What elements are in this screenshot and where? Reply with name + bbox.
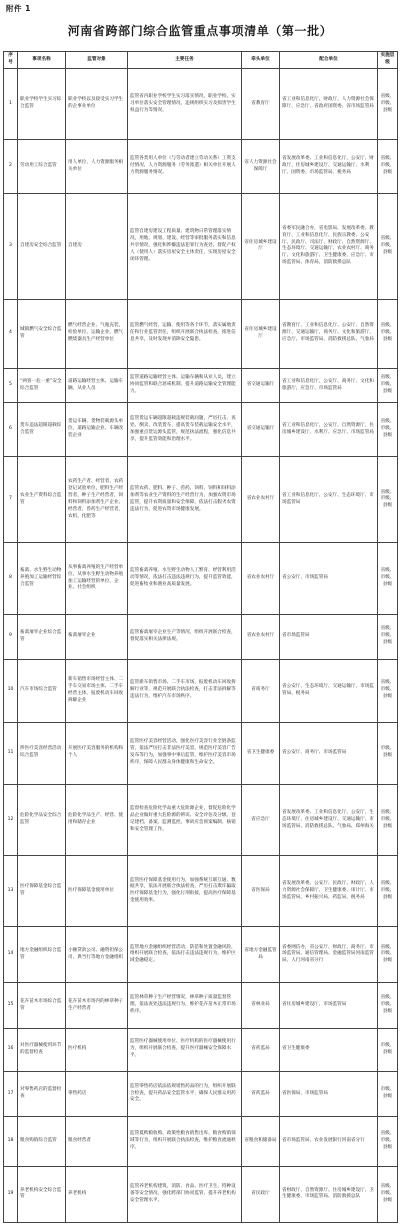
cell-target: 医疗机构 [66,1028,128,1071]
cell-partners: 省财政厅、自然资源厅、住房城乡建设厅、卫生健康委、市场监管局、消防救援总队 [280,1166,378,1222]
cell-no: 12 [4,785,18,856]
cell-partners: 省公安厅、生态环境厅、交通运输厅、市场监管局、税务局 [280,659,378,722]
cell-lead: 省应急厅 [242,785,280,856]
cell-lead: 省人力资源社会保障厅 [242,140,280,194]
header-task: 主要任务 [128,52,242,69]
cell-partners: 省市场监管局 [280,614,378,659]
cell-target: 农药生产者、经营者，农药登记试验单位，肥料生产经营者，种子生产经营者，饲料和饲料添加剂生产企业、经营者，兽药生产经营者，农机、化肥等 [66,457,128,543]
table-body [4,69,398,1223]
cell-target: 小额贷款公司、融资担保公司、典当行等地方金融组织 [66,927,128,983]
cell-task: 监管夏秋粮收购、政策性粮食销售出库、粮食购销领域等行为，组织开展联合执法检查，维护粮食流通秩序。 [128,1117,242,1167]
table-row [4,368,398,403]
cell-lead: 省交通运输厅 [242,368,280,403]
cell-lead: 省粮食和储备局 [242,1117,280,1167]
cell-lead: 省林业局 [242,983,280,1028]
cell-level: 省级、市级、县级 [378,1166,398,1222]
cell-no: 6 [4,403,18,457]
cell-task: 监管林草种子生产经营情况，林草种子质量监督管理，依法查处违法违规行为，维护花卉苗木正常市场秩序。 [128,983,242,1028]
cell-no: 19 [4,1166,18,1222]
cell-name: “两客一危一重”安全综合监管 [18,368,66,403]
cell-level: 省级、市级、县级 [378,368,398,403]
table-row [4,140,398,194]
cell-task: 监管自建房建设工程质量、建筑物日常管理落实情况，用地、规划、建设、经营等审批服务落实和信息共享情况，强化和涉嫌违法犯罪行为查处，督促产权人（使用人）落实房屋安全主体责任，实现房屋安全闭环管理。 [128,194,242,300]
cell-lead: 省交通运输厅 [242,403,280,457]
cell-no: 7 [4,457,18,543]
cell-target: 零售药店 [66,1071,128,1116]
table-header-row [4,52,398,69]
table-row [4,403,398,457]
cell-no: 13 [4,856,18,927]
cell-target: 畜禽屠宰企业 [66,614,128,659]
cell-name: 农业生产资料综合监管 [18,457,66,543]
cell-task: 监管医疗美容经营活动，强化医疗美容行业全链条监管，依法严厉打击非法医疗美容，规范医疗美容广告发布等行为，加强事中事后监管，维护医疗美容市场秩序，保障人民群众身体健康和生命安全。 [128,722,242,785]
cell-no: 2 [4,140,18,194]
cell-lead: 省医保局 [242,856,280,927]
header-no: 序号 [4,52,18,69]
cell-lead: 省卫生健康委 [242,722,280,785]
cell-no: 14 [4,927,18,983]
cell-lead: 省药监局 [242,1071,280,1116]
cell-target: 粮食经营者 [66,1117,128,1167]
cell-name: 涉医疗美容经营活动综合监管 [18,722,66,785]
cell-level: 省级、市级、县级 [378,140,398,194]
cell-no: 18 [4,1117,18,1167]
table-row [4,983,398,1028]
header-level: 实施层级 [378,52,398,69]
cell-task: 监管省内职业学校学生实习落实情况，职业学校、实习单位落实安全管理情况，违规组织实习及损害学生权益行为等情况。 [128,69,242,140]
cell-level: 省级、市级、县级 [378,69,398,140]
cell-lead: 省农业农村厅 [242,543,280,614]
cell-lead: 省教育厅 [242,69,280,140]
cell-name: 粮食购销综合监管 [18,1117,66,1167]
cell-task: 监管地方金融组织经营活动，防范和处置金融风险，组织开展联合检查，依法打击违法违规行为，维护区域金融稳定。 [128,927,242,983]
cell-partners: 省住房城乡建设厅、市场监管局 [280,983,378,1028]
cell-target: 用人单位、人力资源服务相关单位 [66,140,128,194]
cell-level: 省级、市级、县级 [378,457,398,543]
table-row [4,927,398,983]
cell-level: 市级、县级 [378,1071,398,1116]
matters-table [3,51,398,1223]
cell-task: 监管畜禽屠宰企业生产等情况，组织开展联合检查，督促落实相关法律法规。 [128,614,242,659]
cell-lead: 省农业农村厅 [242,614,280,659]
cell-task: 监管医疗保障基金使用行为，加强系统互联互通、数据共享，依法开展联合执法检查，严厉打击欺诈骗取医疗保障基金行为，强化行刑衔接，提高医疗保障基金使用效率。 [128,856,242,927]
cell-partners: 省市场监管局、农业发展银行河南省分行 [280,1117,378,1167]
cell-task: 监管农药、肥料、种子、兽药、饲料、饲料和饲料添加剂等农业生产资料的生产经营行为，加强农资市场监管，提升农资质量和安全保障，依法打击假劣农资违法行为，促进农资市场健康发展。 [128,457,242,543]
cell-level: 省级、市级、县级 [378,543,398,614]
cell-lead: 省农业农村厅 [242,457,280,543]
cell-target: 燃气经营企业、气瓶充装、检验单位、运输企业、燃气燃烧器具生产经营单位 [66,299,128,368]
cell-no: 3 [4,194,18,300]
cell-name: 医疗保障基金综合监管 [18,856,66,927]
cell-no: 4 [4,299,18,368]
cell-partners: 省医保局、市场监管局 [280,1071,378,1116]
cell-name: 自建房安全综合监管 [18,194,66,300]
cell-partners: 省公安厅、商务厅、市场监管局 [280,722,378,785]
cell-partners: 省发展改革委、工业和信息化厅、公安厅、生态环境厅、住房城乡建设厅、交通运输厅、市场监管局、消防救援总队、气象局、郑州海关 [280,785,378,856]
cell-no: 8 [4,543,18,614]
cell-name: 货车违法超限超载综合监管 [18,403,66,457]
cell-target: 道路运输经营主体、运输车辆、从业人员 [66,368,128,403]
cell-partners: 省卫生健康委 [280,1028,378,1071]
cell-name: 职业学校学生实习综合监管 [18,69,66,140]
cell-no: 16 [4,1028,18,1071]
cell-name: 劳动用工综合监管 [18,140,66,194]
header-partners: 配合单位 [280,52,378,69]
header-target: 监管对象 [66,52,128,69]
cell-target: 新车销售市场经营主体、二手车交易市场主体、二手车经营主体、报废机动车回收拆解企业 [66,659,128,722]
cell-name: 汽车市场综合监管 [18,659,66,722]
cell-level: 市级、县级 [378,1028,398,1071]
table-row [4,299,398,368]
cell-target: 养老机构 [66,1166,128,1222]
cell-level: 省级、市级、县级 [378,403,398,457]
table-row [4,194,398,300]
cell-level: 省级、市级、县级 [378,927,398,983]
cell-target: 自建房 [66,194,128,300]
cell-partners: 省委网信办，省公安厅、财政厅、商务厅、市场监管局、通信管理局、金融监管局河南监管局、人行河南省分行 [280,927,378,983]
cell-no: 10 [4,659,18,722]
cell-no: 1 [4,69,18,140]
cell-lead: 省住房城乡建设厅 [242,194,280,300]
cell-no: 9 [4,614,18,659]
cell-lead: 省药监局 [242,1028,280,1071]
cell-name: 对医疗器械使用环节的监督检查 [18,1028,66,1071]
cell-partners: 省发展改革委、公安厅、民政厅、财政厅、人力资源社会保障厅、卫生健康委、审计厅、市场监管局、乡村振兴局、药监局、税务局 [280,856,378,927]
cell-level: 省级、市级、县级 [378,194,398,300]
document-title: 河南省跨部门综合监管重点事项清单（第一批） [67,24,333,38]
cell-lead: 省地方金融监管局 [242,927,280,983]
table-row [4,543,398,614]
cell-target: 危险化学品生产、经营、使用和储存企业 [66,785,128,856]
cell-lead: 省民政厅 [242,1166,280,1222]
table-row [4,1166,398,1222]
cell-target: 货运车辆、货物装载源头单位、道路运输企业、车辆改装企业 [66,403,128,457]
cell-level: 省级、市级、县级 [378,856,398,927]
cell-lead: 省住房城乡建设厅 [242,299,280,368]
cell-no: 17 [4,1071,18,1116]
cell-partners: 省工业和信息化厅、公安厅、商务厅、文化和旅游厅、应急厅、市场监管局 [280,368,378,403]
cell-name: 养老机构安全综合监管 [18,1166,66,1222]
cell-task: 监管养老机构建筑、消防、食品、医疗卫生、特种设备等安全情况，强化跨部门协同监管，提升养老机构安全管理水平。 [128,1166,242,1222]
cell-task: 监管畜禽养殖、水生野生动物人工繁育、经营利用活动等情况，依法打击违法违规行为，提升监管效能，促进畜牧业和渔业高质量发展。 [128,543,242,614]
header-name: 事项名称 [18,52,66,69]
cell-task: 监管各类用人单位（与劳动者建立劳动关系）工资支付情况，人力资源服务（劳务派遣）相关单位开展人力资源服务情况。 [128,140,242,194]
cell-level: 省级、市级、县级 [378,614,398,659]
cell-name: 花卉苗木市场综合监管 [18,983,66,1028]
cell-partners: 省公安厅、市场监管局 [280,543,378,614]
table-row [4,69,398,140]
cell-level: 省级、市级、县级 [378,299,398,368]
cell-level: 市级、县级 [378,722,398,785]
cell-task: 监管医疗器械使用单位、医疗机构的医疗器械使用行为，组织开展联合检查，提升医疗器械安全保障水平。 [128,1028,242,1071]
cell-level: 省级、市级、县级 [378,785,398,856]
table-row [4,1028,398,1071]
cell-no: 11 [4,722,18,785]
cell-target: 从事畜禽养殖的生产经营单位，从事水生野生动物养殖加工运输经营的单位、企业、社会组织 [66,543,128,614]
cell-task: 监管燃气经营、运输、使用等各个环节，落实属地责任和行业监管责任，组织开展联合执法检查，推进信息共享，及时发现并消除安全隐患。 [128,299,242,368]
header-lead: 牵头单位 [242,52,280,69]
cell-level: 省级、市级、县级 [378,659,398,722]
cell-name: 危险化学品安全综合监管 [18,785,66,856]
cell-target: 医疗保障基金使用单位 [66,856,128,927]
table-row [4,722,398,785]
cell-partners: 省工业和信息化厅、公安厅、自然资源厅、住房城乡建设厅、水利厅、应急厅、市场监管局 [280,403,378,457]
cell-task: 监管货运车辆超限超载违规装载问题，严厉打击、查处、倒卖、改装货车，提高货车装载运输安全水平，加强重点货运源头监管，规范执法流程，强化信息共享，提升监管效能和治理水平。 [128,403,242,457]
cell-partners: 省教育厅、工业和信息化厅、公安厅、自然资源厅、交通运输厅、商务厅、文化和旅游厅、应急厅、市场监管局、消防救援总队、气象局 [280,299,378,368]
cell-level: 省级、市级、县级 [378,1117,398,1167]
table-row [4,457,398,543]
cell-target: 开展医疗美容服务的机构和个人 [66,722,128,785]
table-row [4,659,398,722]
cell-task: 监管零售药店依法依规销售药品的行为，组织开展联合检查，提升药品安全监管水平，确保人民群众用药安全。 [128,1071,242,1116]
cell-lead: 省商务厅 [242,659,280,722]
cell-level: 省级、市级、县级 [378,983,398,1028]
table-row [4,1117,398,1167]
table-row [4,785,398,856]
table-row [4,856,398,927]
table-row [4,614,398,659]
cell-partners: 省工业和信息化厅、公安厅、生态环境厅、市场监管局 [280,457,378,543]
cell-no: 5 [4,368,18,403]
cell-partners: 省工业和信息化厅、财政厅、人力资源社会保障厅、应急厅，省政府国资委、省市场监管局 [280,69,378,140]
cell-name: 地方金融组织综合监管 [18,927,66,983]
cell-partners: 省发展改革委、工业和信息化厅、公安厅、财政厅、住房城乡建设厅、交通运输厅、水利厅、国资委、市场监管局、税务局 [280,140,378,194]
table-row [4,1071,398,1116]
cell-task: 监管道路运输经营主体、运输车辆和从业人员，建立协同监管和联合惩戒机制，提升道路运输安全管理能力。 [128,368,242,403]
cell-name: 对零售药店的监督检查 [18,1071,66,1116]
cell-target: 花卉苗木市场内的林草种子生产经营者 [66,983,128,1028]
cell-target: 职业学校以及接受实习学生的企事业单位 [66,69,128,140]
cell-partners: 省委军民融合办，省电影局，发展改革委、教育厅、工业和信息化厅、民族宗教委、公安厅、民政厅、司法厅、财政厅、自然资源厅、生态环境厅、交通运输厅、农业农村厅、商务厅、文化和旅游厅、卫生健康委、应急厅、市场监管局、体育局、消防救援总队 [280,194,378,300]
cell-task: 监督检查危险化学品重大危险源企业，督促危险化学品企业做好重大危险源的辨识、安全评估及分级、登记建档、备案、监测监控、事故应急预案编制、核销和安全管理工作。 [128,785,242,856]
cell-task: 监管新车销售市场、二手车市场、报废机动车回收拆解行业等，规范开展联合执法检查，打击非法拆解等违法行为，维护汽车市场秩序。 [128,659,242,722]
cell-name: 畜禽屠宰企业综合监管 [18,614,66,659]
cell-name: 畜禽、水生野生动物养殖加工运输经营综合监管 [18,543,66,614]
cell-no: 15 [4,983,18,1028]
attachment-label: 附件 1 [6,4,31,13]
cell-name: 城镇燃气安全综合监管 [18,299,66,368]
